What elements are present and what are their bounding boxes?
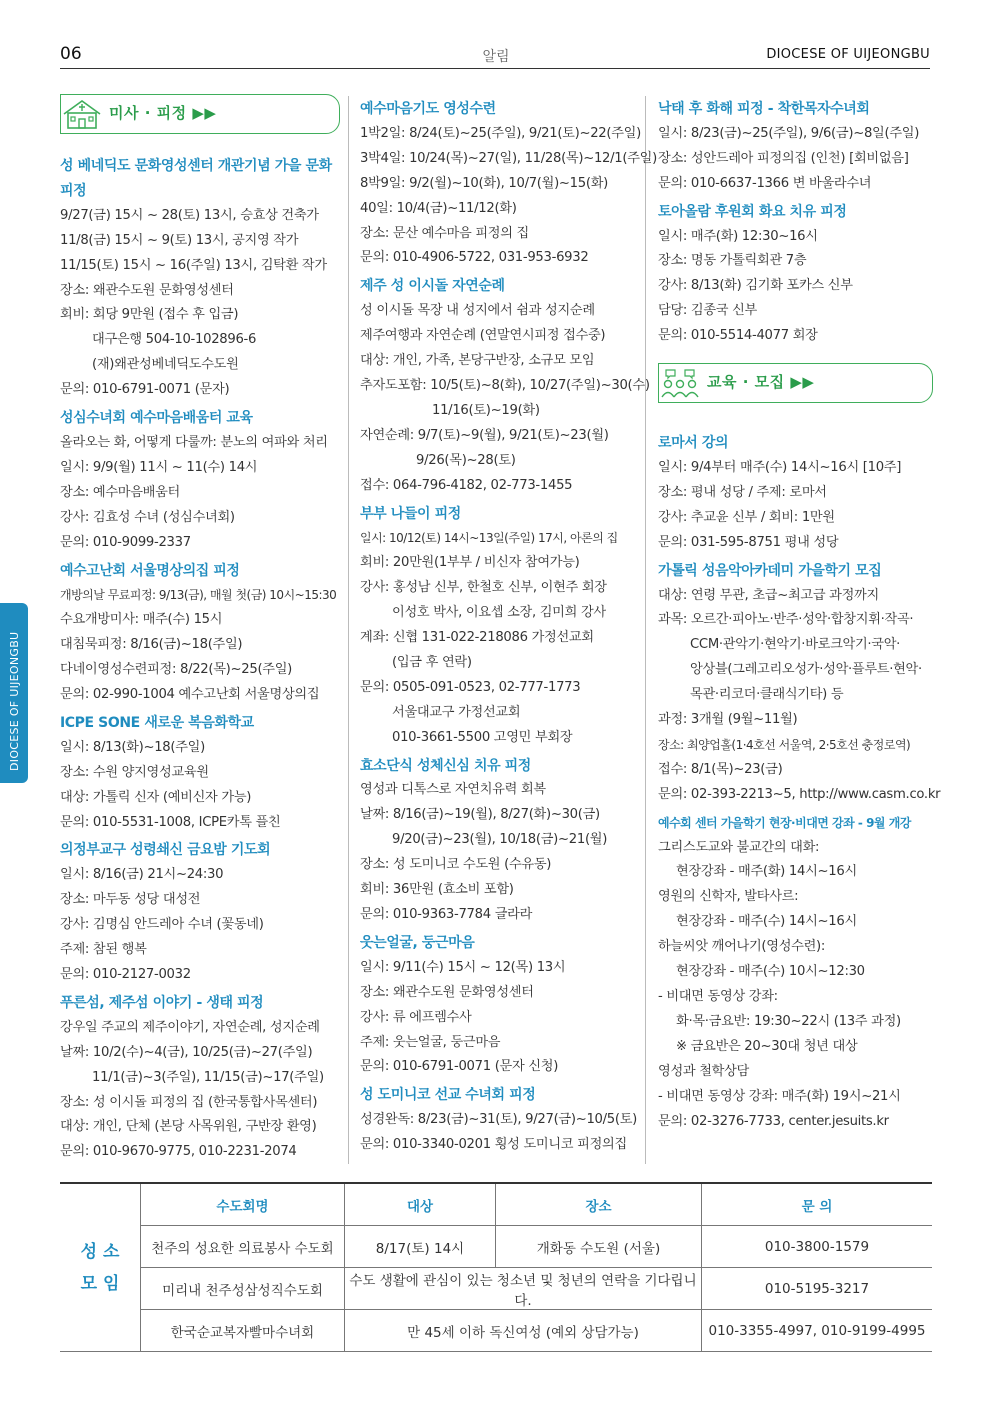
cell-contact: 010-3355-4997, 010-9199-4995 [702, 1310, 933, 1352]
listing-line: 과목: 오르간·피아노·반주·성악·합창지휘·작곡· [658, 612, 914, 628]
listing-line: 9/27(금) 15시 ~ 28(토) 13시, 승효상 건축가 [60, 207, 319, 223]
header-rule [60, 68, 930, 69]
listing-line: 현장강좌 - 매주(화) 14시~16시 [676, 864, 857, 880]
listing-line: 이성호 박사, 이요셉 소장, 김미희 강사 [392, 605, 606, 621]
listing-line: 40일: 10/4(금)~11/12(화) [360, 200, 517, 216]
section-title: 의정부교구 성령쇄신 금요밤 기도회 [60, 842, 271, 859]
banner-mass-label: 미사 · 피정 ▶▶ [109, 104, 217, 122]
listing-line: 일시: 8/23(금)~25(주일), 9/6(금)~8일(주일) [658, 125, 920, 141]
listing-line: 계좌: 신협 131-022-218086 가정선교회 [360, 630, 594, 646]
listing-line: 추자도포함: 10/5(토)~8(화), 10/27(주일)~30(수) [360, 377, 650, 393]
section-title: 예수회 센터 가을학기 현장·비대면 강좌 - 9월 개강 [658, 815, 911, 830]
listing-line: 회비: 회당 9만원 (접수 후 입금) [60, 307, 239, 323]
page-number: 06 [60, 44, 82, 64]
listing-line: 9/20(금)~23(월), 10/18(금)~21(월) [392, 832, 608, 848]
section-title: 부부 나들이 피정 [360, 505, 461, 522]
listing-line: 장소: 마두동 성당 대성전 [60, 892, 201, 908]
listing-line: 자연순례: 9/7(토)~9(월), 9/21(토)~23(월) [360, 427, 609, 443]
table-row [60, 1268, 932, 1310]
listing-line: 회비: 20만원(1부부 / 비신자 참여가능) [360, 555, 580, 571]
listing-line: 대상: 개인, 가족, 본당구반장, 소규모 모임 [360, 353, 595, 369]
listing-line: 9/26(목)~28(토) [416, 452, 516, 468]
banner-education [658, 363, 933, 403]
side-tab-label: DIOCESE OF UIJEONGBU [8, 631, 21, 771]
listing-line: 장소: 최양업홀(1·4호선 서울역, 2·5호선 충정로역) [658, 737, 911, 752]
listing-line: 올라오는 화, 어떻게 다룰까: 분노의 여파와 처리 [60, 434, 328, 450]
listing-line: 접수: 8/1(목)~23(금) [658, 761, 783, 777]
listing-line: 11/15(토) 15시 ~ 16(주일) 13시, 김탁환 작가 [60, 257, 327, 273]
listing-line: - 비대면 동영상 강좌: [658, 989, 778, 1004]
listing-line: 일시: 8/13(화)~18(주일) [60, 739, 205, 755]
listing-line: 그리스도교와 불교간의 대화: [658, 839, 820, 855]
listing-line: 장소: 왜관수도원 문화영성센터 [360, 984, 534, 1000]
section-title: 로마서 강의 [658, 435, 729, 452]
listing-line: 주제: 웃는얼굴, 둥근마음 [360, 1034, 501, 1050]
listing-line: 현장강좌 - 매주(수) 10시~12:30 [676, 964, 865, 980]
listing-line: (재)왜관성베네딕도수도원 [92, 357, 239, 373]
listing-line: 주제: 참된 행복 [60, 942, 147, 958]
listing-line: 하늘씨앗 깨어나기(영성수련): [658, 939, 825, 955]
listing-line: 회비: 36만원 (효소비 포함) [360, 882, 514, 898]
listing-line: 장소: 예수마음배움터 [60, 484, 180, 500]
listing-line: 장소: 성 도미니코 수도원 (수유동) [360, 857, 552, 873]
listing-line: 서울대교구 가정선교회 [392, 704, 521, 720]
vocation-table [60, 1182, 932, 1352]
listing-line: 성 이시돌 목장 내 성지에서 쉼과 성지순례 [360, 303, 595, 319]
listing-line: 대침묵피정: 8/16(금)~18(주일) [60, 637, 243, 653]
listing-line: 대구은행 504-10-102896-6 [92, 332, 257, 348]
listing-line: 11/8(금) 15시 ~ 9(토) 13시, 공지영 작가 [60, 232, 299, 248]
listing-col3b [658, 431, 941, 1134]
listing-line: 강사: 김명심 안드레아 수녀 (꽃동네) [60, 917, 264, 933]
section-title: 효소단식 성체신심 치유 피정 [360, 757, 531, 774]
banner-education-label: 교육 · 모집 ▶▶ [707, 373, 815, 392]
listing-line: 문의: 010-5531-1008, ICPE카톡 플친 [60, 814, 281, 830]
listing-col1 [60, 154, 340, 1165]
listing-line: 대상: 개인, 단체 (본당 사목위원, 구반장 환영) [60, 1119, 317, 1135]
page-header [0, 0, 992, 70]
listing-line: 010-3661-5500 고영민 부회장 [392, 729, 573, 745]
banner-mass-retreat [60, 94, 340, 134]
listing-line: 현장강좌 - 매주(수) 14시~16시 [676, 914, 857, 930]
listing-line: 강사: 김효성 수녀 (성심수녀회) [60, 509, 235, 525]
cell-order: 한국순교복자빨마수녀회 [141, 1310, 345, 1352]
section-title: 예수고난회 서울명상의집 피정 [60, 562, 240, 579]
listing-line: 일시: 9/9(월) 11시 ~ 11(수) 14시 [60, 459, 258, 475]
listing-line: 영성과 철학상담 [658, 1063, 749, 1079]
listing-line: ※ 금요반은 20~30대 청년 대상 [676, 1038, 858, 1054]
listing-line: 강사: 홍성남 신부, 한철호 신부, 이현주 회장 [360, 580, 607, 596]
listing-line: 강사: 추교윤 신부 / 회비: 1만원 [658, 509, 835, 525]
listing-line: 일시: 8/16(금) 21시~24:30 [60, 867, 224, 883]
listing-line: 영성과 디톡스로 자연치유력 회복 [360, 782, 546, 798]
listing-line: 접수: 064-796-4182, 02-773-1455 [360, 477, 573, 493]
listing-line: 장소: 성 이시돌 피정의 집 (한국통합사목센터) [60, 1094, 318, 1110]
listing-line: 대상: 연령 무관, 초급~최고급 과정까지 [658, 587, 879, 603]
listing-line: 11/16(토)~19(화) [432, 402, 540, 418]
listing-line: 날짜: 10/2(수)~4(금), 10/25(금)~27(주일) [60, 1044, 313, 1060]
listing-line: 일시: 매주(화) 12:30~16시 [658, 228, 818, 244]
section-title: 낙태 후 화해 피정 - 착한목자수녀회 [658, 101, 870, 117]
listing-line: 수요개방미사: 매주(수) 15시 [60, 612, 223, 628]
table-side-label: 성 소 모 임 [60, 1183, 141, 1352]
listing-line: CCM·관악기·현악기·바로크악기·국악· [690, 637, 901, 653]
listing-line: 목관·리코더·클래식기타) 등 [690, 687, 844, 703]
listing-line: 문의: 010-4906-5722, 031-953-6932 [360, 250, 589, 266]
listing-line: 11/1(금)~3(주일), 11/15(금)~17(주일) [92, 1069, 324, 1085]
listing-line: 장소: 왜관수도원 문화영성센터 [60, 282, 234, 298]
listing-line: 화·목·금요반: 19:30~22시 (13주 과정) [676, 1013, 901, 1029]
listing-line: 문의: 02-3276-7733, center.jesuits.kr [658, 1113, 889, 1129]
listing-line: 문의: 010-3340-0201 횡성 도미니코 피정의집 [360, 1137, 627, 1153]
listing-line: 개방의날 무료피정: 9/13(금), 매월 첫(금) 10시~15:30 [60, 588, 337, 603]
section-title: 토아올람 후원회 화요 치유 피정 [658, 203, 847, 220]
col-header-place: 장소 [496, 1183, 702, 1226]
listing-line: 문의: 010-9363-7784 글라라 [360, 907, 533, 922]
listing-line: 장소: 성안드레아 피정의집 (인천) [회비없음] [658, 150, 909, 166]
listing-line: 문의: 010-6791-0071 (문자 신청) [360, 1059, 559, 1075]
listing-line: 일시: 9/4부터 매주(수) 14시~16시 [10주] [658, 459, 902, 475]
listing-line: 대상: 가톨릭 신자 (예비신자 가능) [60, 789, 252, 805]
section-title: 성심수녀회 예수마음배움터 교육 [60, 410, 253, 427]
listing-line: 강우일 주교의 제주이야기, 자연순례, 성지순례 [60, 1019, 320, 1035]
listing-line: 앙상블(그레고리오성가·성악·플루트·현악· [690, 662, 922, 678]
cell-target-place: 수도 생활에 관심이 있는 청소년 및 청년의 연락을 기다립니다. [345, 1268, 702, 1310]
listing-line: 과정: 3개월 (9월~11월) [658, 712, 798, 728]
table-row [60, 1226, 932, 1268]
cell-target-place: 만 45세 이하 독신여성 (예외 상담가능) [345, 1310, 702, 1352]
section-title: 알림 [482, 49, 510, 65]
section-title: 푸른섬, 제주섬 이야기 - 생태 피정 [60, 994, 264, 1011]
col-header-target: 대상 [345, 1183, 496, 1226]
table-row [60, 1310, 932, 1352]
church-house-icon [61, 98, 103, 130]
listing-line: 문의: 010-6791-0071 (문자) [60, 382, 230, 398]
listing-line: 문의: 010-5514-4077 회장 [658, 328, 818, 344]
cell-contact: 010-5195-3217 [702, 1268, 933, 1310]
listing-line: 문의: 031-595-8751 평내 성당 [658, 534, 839, 550]
section-title: 웃는얼굴, 둥근마음 [360, 934, 475, 951]
listing-line: 다네이영성수련피정: 8/22(목)~25(주일) [60, 662, 293, 678]
column-divider [348, 96, 349, 1164]
listing-line: 성경완독: 8/23(금)~31(토), 9/27(금)~10/5(토) [360, 1112, 638, 1128]
listing-line: 3박4일: 10/24(목)~27(일), 11/28(목)~12/1(주일) [360, 150, 657, 166]
listing-line: 문의: 010-6637-1366 변 바울라수녀 [658, 175, 872, 191]
listing-line: 장소: 문산 예수마음 피정의 집 [360, 225, 529, 241]
group-people-icon [659, 367, 701, 399]
column-1 [60, 94, 340, 1165]
diocese-name: DIOCESE OF UIJEONGBU [766, 47, 930, 62]
listing-line: 문의: 0505-091-0523, 02-777-1773 [360, 679, 581, 695]
listing-col2 [360, 97, 657, 1158]
section-title: 예수마음기도 영성수련 [360, 101, 496, 117]
section-title: ICPE SONE 새로운 복음화학교 [60, 714, 254, 731]
listing-line: - 비대면 동영상 강좌: 매주(화) 19시~21시 [658, 1088, 901, 1104]
section-title: 가톨릭 성음악아카데미 가을학기 모집 [658, 562, 882, 579]
side-tab [0, 603, 28, 783]
cell-place: 개화동 수도원 (서울) [496, 1226, 702, 1268]
listing-line: 강사: 류 에프렘수사 [360, 1009, 472, 1025]
listing-line: 문의: 010-9099-2337 [60, 534, 191, 550]
listing-line: (입금 후 연락) [392, 654, 472, 670]
listing-line: 8박9일: 9/2(월)~10(화), 10/7(월)~15(화) [360, 175, 608, 191]
cell-contact: 010-3800-1579 [702, 1226, 933, 1268]
cell-target: 8/17(토) 14시 [345, 1226, 496, 1268]
listing-line: 일시: 10/12(토) 14시~13일(주일) 17시, 아론의 집 [360, 531, 618, 546]
cell-order: 천주의 성요한 의료봉사 수도회 [141, 1226, 345, 1268]
listing-line: 영원의 신학자, 발타사르: [658, 889, 799, 905]
listing-line: 1박2일: 8/24(토)~25(주일), 9/21(토)~22(주일) [360, 125, 641, 141]
listing-line: 문의: 010-9670-9775, 010-2231-2074 [60, 1144, 297, 1160]
listing-line: 문의: 02-393-2213~5, http://www.casm.co.kr [658, 786, 941, 802]
listing-line: 문의: 02-990-1004 예수고난회 서울명상의집 [60, 687, 320, 703]
section-title: 성 베네딕도 문화영성센터 개관기념 가을 문화 피정 [60, 158, 332, 199]
cell-order: 미리내 천주성삼성직수도회 [141, 1268, 345, 1310]
listing-line: 일시: 9/11(수) 15시 ~ 12(목) 13시 [360, 959, 566, 975]
listing-line: 장소: 명동 가톨릭회관 7층 [658, 253, 807, 269]
section-title: 성 도미니코 선교 수녀회 피정 [360, 1087, 536, 1104]
table-header-row [60, 1183, 932, 1226]
column-divider [645, 96, 646, 1164]
listing-line: 문의: 010-2127-0032 [60, 967, 191, 982]
listing-line: 장소: 수원 양지영성교육원 [60, 764, 209, 780]
col-header-contact: 문 의 [702, 1183, 933, 1226]
listing-line: 강사: 8/13(화) 김기화 포카스 신부 [658, 278, 853, 294]
listing-line: 날짜: 8/16(금)~19(월), 8/27(화)~30(금) [360, 807, 600, 823]
column-2 [360, 94, 657, 1158]
listing-line: 장소: 평내 성당 / 주제: 로마서 [658, 484, 827, 500]
listing-line: 제주여행과 자연순례 (연말연시피정 접수중) [360, 328, 606, 344]
column-3 [658, 94, 941, 1134]
section-title: 제주 성 이시돌 자연순례 [360, 278, 505, 295]
col-header-order: 수도회명 [141, 1183, 345, 1226]
listing-col3a [658, 97, 933, 349]
listing-line: 담당: 김종국 신부 [658, 303, 758, 319]
